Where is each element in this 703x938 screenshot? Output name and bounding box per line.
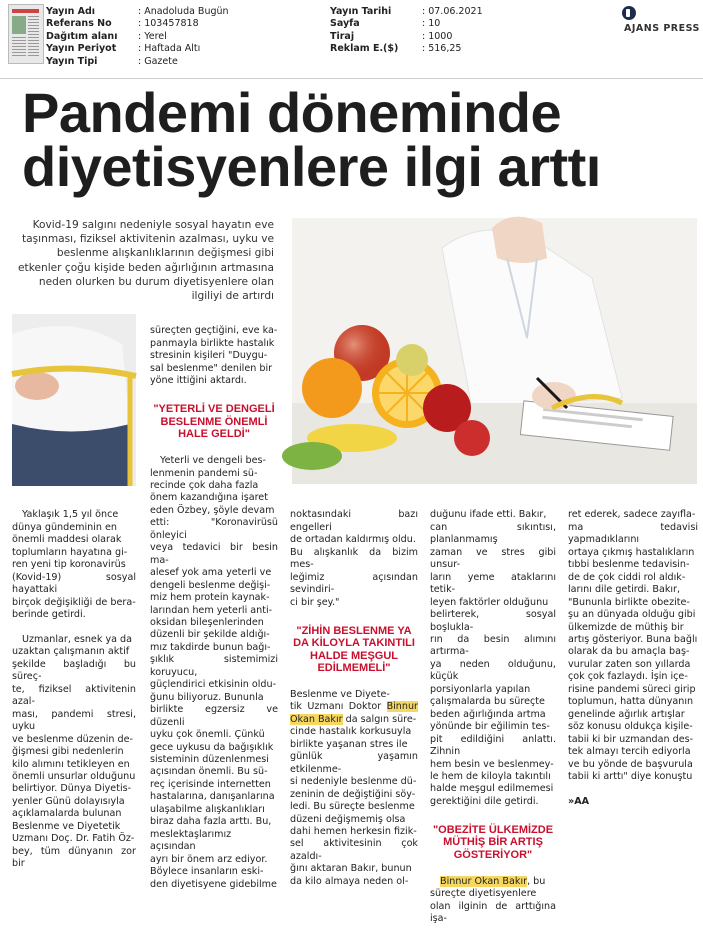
column-4-paragraph-2	[430, 876, 556, 926]
column-4-paragraph-2-end: , bu süreçte diyetisyenlere olan ilginin de arttığına işa-	[430, 875, 556, 925]
lead-paragraph: Kovid-19 salgını nedeniyle sosyal hayatın eve taşınması, fiziksel aktivitenin azalması, uyku ve beslenme alışkanlıklarının değişmesi gibi etkenler çoğu kişide beden ağırlığının artmasına neden olurken bu durum diyetisyenlere olan ilgiliyi de artırdı	[18, 219, 274, 303]
column-3-paragraph-2	[290, 689, 418, 888]
column-4-paragraph-1: duğunu ifade etti. Bakır, can sıkıntısı, planlanmamış zaman ve stres gibi unsur- ların yeme ataklarını tetik- leyen faktörler olduğunu belirterek, sosyal boşlukla- rın da besin alımını artırma- ya neden olduğunu, küçük porsiyonlarla yapılan çalışmalarda bu süreçte beden ağırlığında artma yönünde bir eğilimin tes- pit edildiğini anlattı. Zihnin hem besin ve beslenmey- le hem de kiloyla takıntılı halde meşgul edilmemesi gerektiğini dile getirdi.	[430, 509, 556, 807]
article-column-1	[12, 497, 136, 883]
headline-line-1: Pandemi döneminde	[22, 81, 562, 144]
article-column-2	[150, 313, 278, 903]
meta-label: Yayın Periyot	[46, 43, 117, 55]
agency-signature: »AA	[568, 795, 590, 807]
meta-value: : 1000	[422, 30, 453, 42]
meta-label: Dağıtım alanı	[46, 30, 118, 42]
column-5-paragraph-1: ret ederek, sadece zayıfla- ma tedavisi yapmadıklarını ortaya çıkmış hastalıkların tıbbi beslenme tedavisin- de de çok ciddi rol aldık- larını dile getirdi. Bakır, "Bununla birlikte obezite- şu an dünyada olduğu gibi ülkemizde de müthiş bir artış gösteriyor. Buna bağlı olarak da bu amaçla baş- vurular zaten son yıllarda çok çok fazlaydı. İşin içe- risine pandemi süreci girip toplumun, hatta dünyanın genelinde ağırlık artışlar söz konusu oldukça kişile- tabii ki bir uzmandan des- tek almayı tercih ediyorla ve bu yönde de başvurula tabii ki arttı" diye konuştu	[568, 509, 698, 782]
highlighted-name: Binnur Okan Bakır	[440, 875, 528, 887]
subheading-obesity: "OBEZİTE ÜLKEMİZDE MÜTHİŞ BİR ARTIŞ GÖSTERİYOR"	[432, 823, 554, 861]
meta-label: Tiraj	[330, 30, 355, 42]
meta-label: Reklam E.($)	[330, 43, 399, 55]
meta-value: : Gazete	[138, 55, 178, 67]
meta-value: : Anadoluda Bugün	[138, 6, 229, 17]
meta-label: Referans No	[46, 18, 112, 30]
meta-left	[46, 6, 229, 68]
article-column-5	[568, 497, 698, 807]
meta-label: Yayın Tarihi	[330, 6, 392, 17]
meta-value: : Haftada Altı	[138, 43, 201, 55]
column-1-paragraph-2: Uzmanlar, esnek ya da uzaktan çalışmanın aktif şekilde başladığı bu süreç- te, fiziksel aktivitenin azal- ması, pandemi stresi, uyku ve beslenme düzenin de- ğişmesi gibi nedenlerin kilo alımını tetikleyen en önemli unsurlar olduğunu belirtiyor. Dünya Diyetis- yenler Günü dolayısıyla açıklamalarda bulunan Beslenme ve Diyetetik Uzmanı Doç. Dr. Fatih Öz- bey, tüm dünyanın zor bir	[12, 633, 136, 870]
headline-line-2: diyetisyenlere ilgi arttı	[22, 135, 601, 198]
ajans-press-logo	[622, 6, 700, 36]
article-column-3	[290, 497, 418, 901]
brand-name: AJANS PRESS	[624, 23, 700, 34]
clipping-thumbnail	[8, 4, 44, 64]
meta-label: Yayın Adı	[46, 6, 96, 17]
column-3-paragraph-2-start: Beslenme ve Diyete- tik Uzmanı Doktor	[290, 688, 390, 713]
article-column-4	[430, 497, 556, 938]
meta-value: : 10	[422, 18, 441, 30]
column-2-paragraph-2: Yeterli ve dengeli bes- lenmenin pandemi sü- recinde çok daha fazla önem kazandığına işaret eden Özbey, şöyle devam etti: "Koronavirüsü önleyici veya tedavici bir besin ma- alesef yok ama yeterli ve dengeli beslenme değişi- miz hem protein kaynak- larından hem yeterli anti- oksidan bileşenlerinden düzenli bir şekilde aldığı- mız takdirde bunun bağı- şıklık sistemimizi koruyucu, güçlendirici etkisinin oldu- ğunu biliyoruz. Bununla birlikte egzersiz ve düzenli uyku çok önemli. Çünkü gece uykusu da bağışıklık sisteminin düzenlenmesi açısından önemli. Bu sü- reç içerisinde internetten hastalarına, danışanlarına ulaşabilme alışkanlıkları biraz daha fazla arttı. Bu, meslektaşlarımız açısından ayrı bir önem arz ediyor. Böylece insanların eski- den diyetisyene gidebilme	[150, 455, 278, 890]
dietitian-fruit-photo	[292, 218, 697, 484]
column-2-paragraph-1: süreçten geçtiğini, eve ka- panmayla birlikte hastalık stresinin kişileri "Duygu- sal beslenme" denilen bir yöne ittiğini aktardı.	[150, 325, 278, 387]
column-1-paragraph-1: Yaklaşık 1,5 yıl önce dünya gündeminin en önemli maddesi olarak toplumların hayatına gi- ren yeni tip koronavirüs (Kovid-19) sosyal hayattaki birçok değişikliği de bera- berinde getirdi.	[12, 509, 136, 621]
meta-value: : 516,25	[422, 43, 462, 55]
headline	[22, 81, 692, 198]
meta-label: Sayfa	[330, 18, 360, 30]
subheading-mind-nutrition: "ZİHİN BESLENME YA DA KİLOYLA TAKINTILI HALDE MEŞGUL EDİLMEMELİ"	[293, 624, 415, 675]
highlighted-name: Binnur Okan Bakır	[290, 701, 418, 725]
meta-value: : Yerel	[138, 30, 167, 42]
dietitian-fruit-illustration	[292, 218, 697, 484]
logo-mark-icon	[622, 6, 636, 20]
subheading-balanced-nutrition: "YETERLİ VE DENGELİ BESLENME ÖNEMLİ HALE GELDİ"	[153, 403, 275, 441]
waist-illustration	[12, 314, 136, 486]
meta-right	[330, 6, 483, 56]
column-3-paragraph-1: noktasındaki bazı engelleri de ortadan kaldırmış oldu. Bu alışkanlık da bizim mes- leğimiz açısından sevindiri- ci bir şey."	[290, 509, 418, 608]
waist-measuring-tape-photo	[12, 314, 136, 486]
meta-label: Yayın Tipi	[46, 55, 98, 67]
meta-value: : 103457818	[138, 18, 199, 30]
meta-value: : 07.06.2021	[422, 6, 483, 17]
column-3-paragraph-2-end: da salgın süre- cinde hastalık korkusuyla birlikte yaşanan stres ile günlük yaşamın etkilenme- si nedeniyle beslenme dü- zeninin de değiştiğini söy- ledi. Bu süreçte beslenme düzeni değişmemiş olsa dahi hemen herkesin fizik- sel aktivitesinin çok azaldı- ğını aktaran Bakır, bunun da kilo almaya neden ol-	[290, 713, 418, 887]
header-divider	[0, 78, 703, 79]
